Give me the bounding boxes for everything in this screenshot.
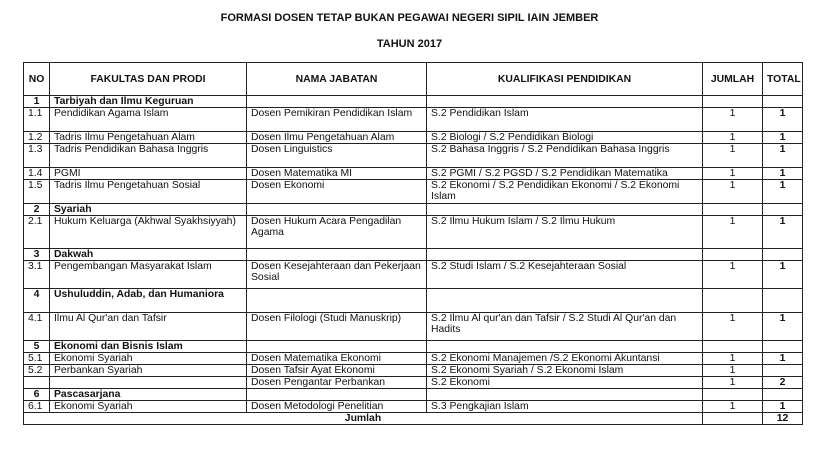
cell-total: 1 bbox=[763, 216, 803, 249]
cell-no: 4.1 bbox=[24, 313, 50, 341]
header-total: TOTAL bbox=[763, 63, 803, 96]
cell-no: 1 bbox=[24, 96, 50, 108]
cell-jabatan bbox=[247, 341, 427, 353]
cell-fakultas bbox=[50, 377, 247, 389]
cell-fakultas: PGMI bbox=[50, 168, 247, 180]
cell-total bbox=[763, 96, 803, 108]
cell-jabatan: Dosen Metodologi Penelitian bbox=[247, 401, 427, 413]
cell-jumlah: 1 bbox=[703, 401, 763, 413]
cell-total: 1 bbox=[763, 353, 803, 365]
cell-jumlah: 1 bbox=[703, 365, 763, 377]
cell-jabatan: Dosen Ekonomi bbox=[247, 180, 427, 204]
cell-jumlah: 1 bbox=[703, 180, 763, 204]
cell-no: 5.1 bbox=[24, 353, 50, 365]
cell-jumlah: 1 bbox=[703, 108, 763, 132]
cell-no: 6 bbox=[24, 389, 50, 401]
cell-no: 4 bbox=[24, 289, 50, 313]
cell-fakultas: Tadris Pendidikan Bahasa Inggris bbox=[50, 144, 247, 168]
document-year: TAHUN 2017 bbox=[376, 38, 443, 50]
cell-jumlah: 1 bbox=[703, 132, 763, 144]
table-row bbox=[24, 216, 803, 249]
cell-jumlah bbox=[703, 249, 763, 261]
header-no: NO bbox=[24, 63, 50, 96]
cell-jabatan: Dosen Hukum Acara Pengadilan Agama bbox=[247, 216, 427, 249]
cell-kualifikasi: S.2 Ilmu Hukum Islam / S.2 Ilmu Hukum bbox=[427, 216, 703, 249]
cell-kualifikasi bbox=[427, 204, 703, 216]
cell-jabatan: Dosen Kesejahteraan dan Pekerjaan Sosial bbox=[247, 261, 427, 289]
section-row bbox=[24, 204, 803, 216]
table-row bbox=[24, 261, 803, 289]
cell-jabatan: Dosen Ilmu Pengetahuan Alam bbox=[247, 132, 427, 144]
table-header bbox=[24, 63, 803, 96]
cell-no: 3 bbox=[24, 249, 50, 261]
header-jumlah: JUMLAH bbox=[703, 63, 763, 96]
table-row bbox=[24, 313, 803, 341]
cell-jumlah: 1 bbox=[703, 261, 763, 289]
cell-jabatan bbox=[247, 96, 427, 108]
cell-jumlah bbox=[703, 204, 763, 216]
cell-kualifikasi: S.2 Ekonomi Syariah / S.2 Ekonomi Islam bbox=[427, 365, 703, 377]
cell-jumlah: 1 bbox=[703, 144, 763, 168]
cell-fakultas: Tadris Ilmu Pengetahuan Sosial bbox=[50, 180, 247, 204]
header-jabatan: NAMA JABATAN bbox=[247, 63, 427, 96]
cell-fakultas: Ekonomi dan Bisnis Islam bbox=[50, 341, 247, 353]
cell-jumlah bbox=[703, 341, 763, 353]
cell-total bbox=[763, 341, 803, 353]
cell-fakultas: Tadris Ilmu Pengetahuan Alam bbox=[50, 132, 247, 144]
cell-no: 1.1 bbox=[24, 108, 50, 132]
cell-total bbox=[763, 204, 803, 216]
cell-jumlah: 1 bbox=[703, 168, 763, 180]
cell-total: 1 bbox=[763, 261, 803, 289]
table-row bbox=[24, 377, 803, 389]
table-row bbox=[24, 365, 803, 377]
cell-total: 1 bbox=[763, 180, 803, 204]
cell-kualifikasi: S.2 Bahasa Inggris / S.2 Pendidikan Bahasa Inggris bbox=[427, 144, 703, 168]
cell-total: 1 bbox=[763, 108, 803, 132]
header-kualifikasi: KUALIFIKASI PENDIDIKAN bbox=[427, 63, 703, 96]
cell-jabatan bbox=[247, 204, 427, 216]
table-row bbox=[24, 144, 803, 168]
cell-fakultas: Ekonomi Syariah bbox=[50, 353, 247, 365]
cell-kualifikasi: S.2 Ekonomi bbox=[427, 377, 703, 389]
cell-fakultas: Hukum Keluarga (Akhwal Syakhsiyyah) bbox=[50, 216, 247, 249]
cell-total: 1 bbox=[763, 313, 803, 341]
cell-no: 3.1 bbox=[24, 261, 50, 289]
cell-fakultas: Pascasarjana bbox=[50, 389, 247, 401]
cell-kualifikasi: S.2 Ilmu Al qur'an dan Tafsir / S.2 Studi Al Qur'an dan Hadits bbox=[427, 313, 703, 341]
table-row bbox=[24, 132, 803, 144]
cell-jabatan: Dosen Filologi (Studi Manuskrip) bbox=[247, 313, 427, 341]
cell-fakultas: Tarbiyah dan Ilmu Keguruan bbox=[50, 96, 247, 108]
cell-total bbox=[763, 289, 803, 313]
cell-no: 1.4 bbox=[24, 168, 50, 180]
cell-fakultas: Syariah bbox=[50, 204, 247, 216]
section-row bbox=[24, 389, 803, 401]
table-row bbox=[24, 180, 803, 204]
cell-jabatan: Dosen Pengantar Perbankan bbox=[247, 377, 427, 389]
cell-no: 5 bbox=[24, 341, 50, 353]
cell-jabatan: Dosen Matematika Ekonomi bbox=[247, 353, 427, 365]
cell-jabatan bbox=[247, 249, 427, 261]
cell-jumlah: 1 bbox=[703, 377, 763, 389]
cell-kualifikasi bbox=[427, 249, 703, 261]
cell-kualifikasi: S.2 Ekonomi / S.2 Pendidikan Ekonomi / S.2 Ekonomi Islam bbox=[427, 180, 703, 204]
cell-fakultas: Ushuluddin, Adab, dan Humaniora bbox=[50, 289, 247, 313]
cell-jumlah bbox=[703, 96, 763, 108]
cell-fakultas: Pengembangan Masyarakat Islam bbox=[50, 261, 247, 289]
header-fakultas: FAKULTAS DAN PRODI bbox=[50, 63, 247, 96]
cell-jabatan: Dosen Pemikiran Pendidikan Islam bbox=[247, 108, 427, 132]
cell-no: 5.2 bbox=[24, 365, 50, 377]
cell-kualifikasi bbox=[427, 389, 703, 401]
formasi-table bbox=[23, 62, 803, 425]
cell-jumlah: 1 bbox=[703, 353, 763, 365]
cell-no: 1.2 bbox=[24, 132, 50, 144]
cell-kualifikasi: S.2 PGMI / S.2 PGSD / S.2 Pendidikan Matematika bbox=[427, 168, 703, 180]
cell-total: 1 bbox=[763, 168, 803, 180]
total-row bbox=[24, 413, 803, 425]
cell-total: 1 bbox=[763, 132, 803, 144]
cell-total bbox=[763, 389, 803, 401]
cell-fakultas: Ilmu Al Qur'an dan Tafsir bbox=[50, 313, 247, 341]
cell-jumlah: 1 bbox=[703, 216, 763, 249]
cell-fakultas: Ekonomi Syariah bbox=[50, 401, 247, 413]
cell-no bbox=[24, 377, 50, 389]
cell-jumlah bbox=[703, 289, 763, 313]
cell-total: 1 bbox=[763, 144, 803, 168]
cell-total: 2 bbox=[763, 377, 803, 389]
cell-no: 2 bbox=[24, 204, 50, 216]
document-title: FORMASI DOSEN TETAP BUKAN PEGAWAI NEGERI SIPIL IAIN JEMBER bbox=[220, 12, 599, 24]
cell-total bbox=[763, 365, 803, 377]
section-row bbox=[24, 341, 803, 353]
section-row bbox=[24, 289, 803, 313]
cell-kualifikasi: S.2 Biologi / S.2 Pendidikan Biologi bbox=[427, 132, 703, 144]
cell-jabatan: Dosen Tafsir Ayat Ekonomi bbox=[247, 365, 427, 377]
section-row bbox=[24, 249, 803, 261]
cell-no: 1.5 bbox=[24, 180, 50, 204]
cell-kualifikasi bbox=[427, 341, 703, 353]
cell-fakultas: Pendidikan Agama Islam bbox=[50, 108, 247, 132]
cell-no: 2.1 bbox=[24, 216, 50, 249]
cell-jabatan bbox=[247, 389, 427, 401]
cell-jabatan: Dosen Matematika MI bbox=[247, 168, 427, 180]
cell-total: 1 bbox=[763, 401, 803, 413]
cell-total bbox=[763, 249, 803, 261]
table-row bbox=[24, 108, 803, 132]
cell-kualifikasi: S.3 Pengkajian Islam bbox=[427, 401, 703, 413]
cell-fakultas: Perbankan Syariah bbox=[50, 365, 247, 377]
cell-jumlah bbox=[703, 389, 763, 401]
cell-kualifikasi: S.2 Studi Islam / S.2 Kesejahteraan Sosial bbox=[427, 261, 703, 289]
table-row bbox=[24, 168, 803, 180]
cell-kualifikasi bbox=[427, 289, 703, 313]
cell-kualifikasi bbox=[427, 96, 703, 108]
cell-kualifikasi: S.2 Ekonomi Manajemen /S.2 Ekonomi Akuntansi bbox=[427, 353, 703, 365]
table-row bbox=[24, 353, 803, 365]
total-jumlah-cell bbox=[703, 413, 763, 425]
cell-no: 1.3 bbox=[24, 144, 50, 168]
cell-jumlah: 1 bbox=[703, 313, 763, 341]
section-row bbox=[24, 96, 803, 108]
grand-total: 12 bbox=[763, 413, 803, 425]
cell-fakultas: Dakwah bbox=[50, 249, 247, 261]
cell-no: 6.1 bbox=[24, 401, 50, 413]
total-label: Jumlah bbox=[24, 413, 703, 425]
cell-kualifikasi: S.2 Pendidikan Islam bbox=[427, 108, 703, 132]
cell-jabatan bbox=[247, 289, 427, 313]
cell-jabatan: Dosen Linguistics bbox=[247, 144, 427, 168]
table-row bbox=[24, 401, 803, 413]
